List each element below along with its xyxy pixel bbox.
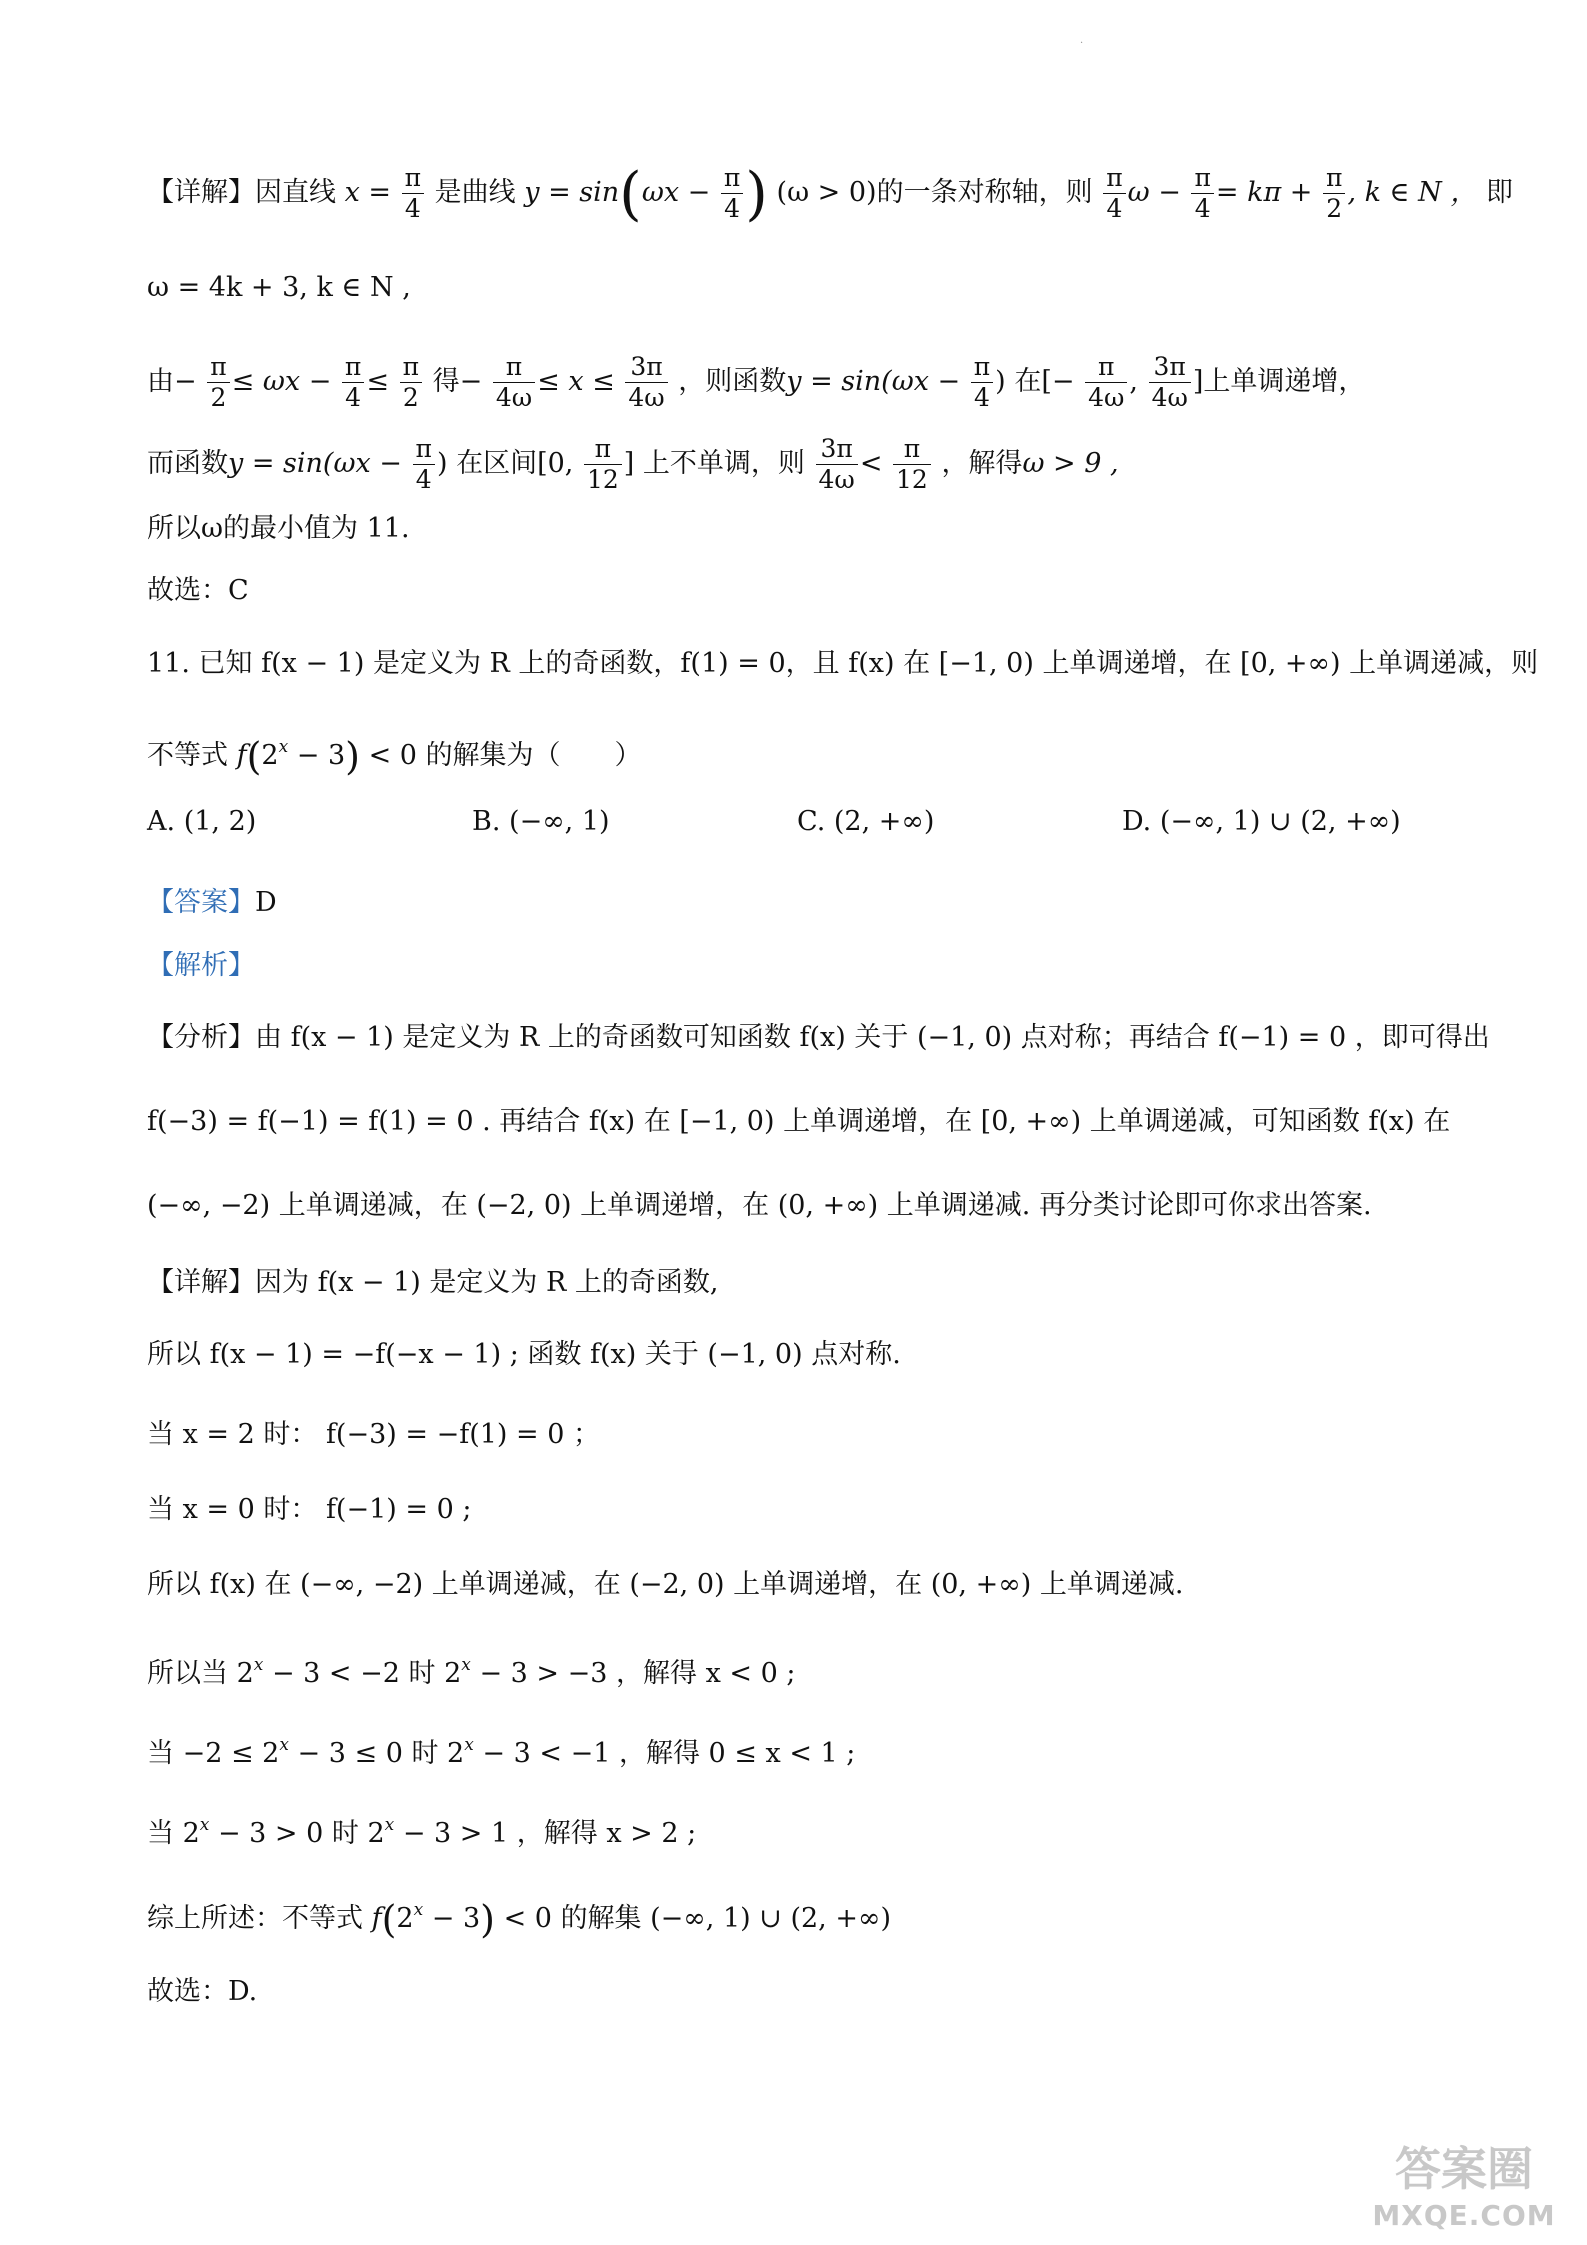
q11-answer — [147, 883, 1457, 923]
math: ) — [995, 366, 1006, 397]
math: − — [174, 366, 197, 397]
q10-detail-line-1: 【详解】因直线 x = $\frac{\pi}{4}$ 是曲线 y = sin(ωx − $\frac{\pi}{4}$ ) (ω > 0)的一条对称轴，则 $\frac{\pi}{4}$ ω − $\frac{\pi}{4}$ = kπ + $\frac{\pi}{2}$ , k ∈ N ， 即 — [147, 159, 1513, 228]
q10-select: 故选：C — [147, 575, 249, 606]
watermark-url: MXQE.COM — [1372, 2199, 1556, 2232]
fenxi-tag: 【分析】 — [147, 1022, 255, 1053]
math: f — [236, 740, 247, 771]
q11-detail-9: 综上所述：不等式 $f(2^x - 3) < 0$ 的解集 (−∞, 1) ∪ (2, +∞) — [147, 1897, 891, 1942]
analysis-tag: 【解析】 — [147, 950, 255, 981]
q11-detail-5: 所以 f(x) 在 (−∞, −2) 上单调递减，在 (−2, 0) 上单调递增，在 (0, +∞) 上单调递减. — [147, 1569, 1184, 1600]
text: 的一条对称轴，则 — [876, 177, 1093, 208]
text: 在 — [1014, 366, 1042, 397]
watermark-text: 答案圈 — [1395, 2142, 1533, 2196]
math: , — [1129, 366, 1138, 397]
text: 在区间 — [456, 448, 538, 479]
fraction: $\frac{\pi}{12}$ — [584, 434, 622, 495]
q11-fenxi-2: f(−3) = f(−1) = f(1) = 0 . 再结合 f(x) 在 [−1, 0) 上单调递增，在 [0, +∞) 上单调递减，可知函数 f(x) 在 — [147, 1106, 1451, 1137]
math: ] — [1192, 366, 1204, 397]
fraction: $\frac{\pi}{4}$ — [971, 352, 993, 413]
text: 得 — [432, 366, 460, 397]
answer-value: D — [255, 887, 277, 918]
detail-tag: 【详解】 — [147, 1267, 255, 1298]
math: < — [859, 448, 883, 479]
watermark-logo — [1359, 2139, 1569, 2239]
text: 上单调递增， — [1203, 366, 1366, 397]
q11-detail-6: 所以当 $2^x - 3 < -2$ 时 $2^x - 3 > -3$ ，解得 x < 0 ; — [147, 1655, 796, 1689]
text: 因为 f(x − 1) 是定义为 R 上的奇函数, — [255, 1267, 719, 1298]
fraction: $\frac{\pi}{2}$ — [400, 352, 422, 413]
fraction: $\frac{3\pi}{4\omega}$ — [1149, 352, 1191, 413]
q11-detail-3: 当 x = 2 时： f(−3) = −f(1) = 0 ； — [147, 1419, 601, 1450]
math: ≤ x ≤ — [537, 366, 615, 397]
text: ，解得 — [941, 448, 1023, 479]
text: 不等式 — [147, 740, 228, 771]
fraction: $\frac{\pi}{2}$ — [1323, 163, 1345, 224]
fraction: $\frac{3\pi}{4\omega}$ — [625, 352, 667, 413]
fraction: $\frac{\pi}{2}$ — [207, 352, 229, 413]
q10-detail-line-4 — [147, 434, 1457, 495]
math: ω > 9 , — [1022, 448, 1119, 479]
q10-detail-line-5: 所以ω的最小值为 11. — [147, 513, 410, 544]
q11-stem-line-2: 不等式 $f(2^x - 3) < 0$ 的解集为（ ） — [147, 734, 642, 779]
math: y = sin(ωx − — [228, 448, 402, 479]
q11-fenxi-3: (−∞, −2) 上单调递减，在 (−2, 0) 上单调递增，在 (0, +∞) 上单调递减. 再分类讨论即可你求出答案. — [147, 1190, 1372, 1221]
text: ，则函数 — [678, 366, 787, 397]
math: ωx − — [641, 177, 711, 208]
q11-detail-4: 当 x = 0 时： f(−1) = 0 ; — [147, 1494, 472, 1525]
fraction: $\frac{\pi}{4\omega}$ — [493, 352, 535, 413]
math: ≤ ωx − — [231, 366, 332, 397]
text: 即 — [1485, 177, 1513, 208]
math: x = — [344, 177, 392, 208]
fraction: $\frac{\pi}{4}$ — [1191, 163, 1213, 224]
q11-select: 故选：D. — [147, 1976, 258, 2007]
q10-detail-line-3 — [147, 352, 1457, 413]
q11-detail-8: 当 $2^x - 3 > 0$ 时 $2^x - 3 > 1$ ，解得 x > 2 ; — [147, 1815, 697, 1849]
choice-b[interactable]: B. (−∞, 1) — [472, 806, 610, 837]
fraction: $\frac{\pi}{4}$ — [413, 434, 435, 495]
fraction: $\frac{\pi}{4\omega}$ — [1085, 352, 1127, 413]
math: [− — [1041, 366, 1075, 397]
fraction: $\frac{\pi}{12}$ — [893, 434, 931, 495]
math: ω − — [1127, 177, 1181, 208]
fraction: $\frac{\pi}{4}$ — [1103, 163, 1125, 224]
math: y = sin — [524, 177, 620, 208]
fraction: $\frac{\pi}{4}$ — [342, 352, 364, 413]
math: ) — [436, 448, 448, 479]
q11-fenxi-1 — [147, 1018, 1490, 1058]
choice-a[interactable]: A. (1, 2) — [147, 806, 257, 837]
detail-tag: 【详解】 — [147, 177, 255, 208]
header-dot: · — [1080, 38, 1084, 49]
math: = kπ + — [1215, 177, 1313, 208]
text: 由 — [147, 366, 174, 397]
answer-tag: 【答案】 — [147, 887, 255, 918]
q10-detail-line-2: ω = 4k + 3, k ∈ N , — [147, 272, 411, 303]
fraction: $\frac{3\pi}{4\omega}$ — [816, 434, 858, 495]
text: 上不单调，则 — [642, 448, 805, 479]
math: (ω > 0) — [776, 177, 877, 208]
math: y = sin(ωx − — [786, 366, 961, 397]
text: 而函数 — [147, 448, 228, 479]
q11-detail-1 — [147, 1263, 1457, 1303]
choice-d[interactable]: D. (−∞, 1) ∪ (2, +∞) — [1122, 806, 1401, 837]
math: ] — [623, 448, 635, 479]
math: , k ∈ N ， — [1347, 177, 1478, 208]
math: [0, — [537, 448, 574, 479]
math: ≤ — [366, 366, 389, 397]
q11-analysis-tag — [147, 946, 1457, 986]
q11-detail-2: 所以 f(x − 1) = −f(−x − 1) ; 函数 f(x) 关于 (−1, 0) 点对称. — [147, 1339, 901, 1370]
math: − — [459, 366, 483, 397]
q11-stem-line-1: 11. 已知 f(x − 1) 是定义为 R 上的奇函数，f(1) = 0，且 f(x) 在 [−1, 0) 上单调递增，在 [0, +∞) 上单调递减，则 — [147, 648, 1539, 679]
fraction: $\frac{\pi}{4}$ — [721, 163, 743, 224]
text: 的解集为（ ） — [425, 740, 642, 771]
fraction: $\frac{\pi}{4}$ — [402, 163, 424, 224]
text: 是曲线 — [434, 177, 516, 208]
choice-c[interactable]: C. (2, +∞) — [797, 806, 935, 837]
text: 由 f(x − 1) 是定义为 R 上的奇函数可知函数 f(x) 关于 (−1, 0) 点对称；再结合 f(−1) = 0 ，即可得出 — [255, 1022, 1490, 1053]
text: 因直线 — [255, 177, 336, 208]
q11-detail-7: 当 $-2 \le 2^x - 3 \le 0$ 时 $2^x - 3 < -1$ ，解得 0 ≤ x < 1 ; — [147, 1735, 856, 1769]
